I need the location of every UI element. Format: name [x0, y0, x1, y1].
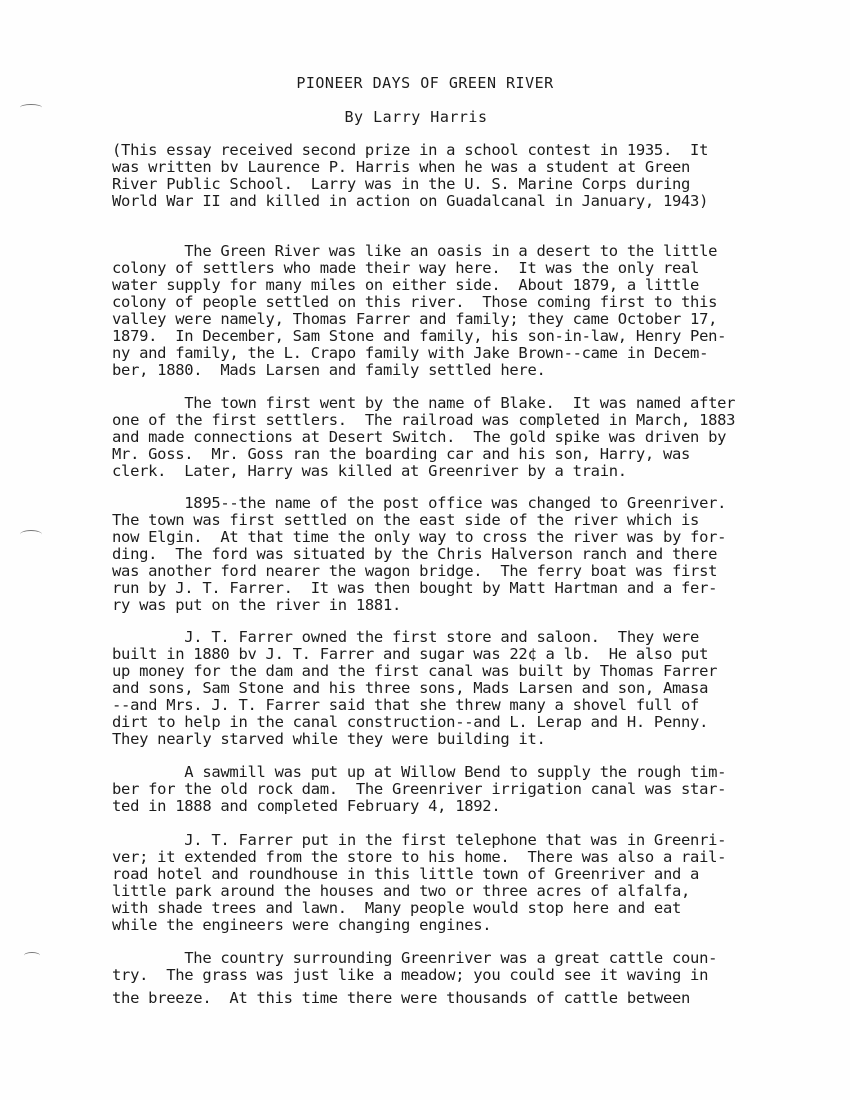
- paragraph-line: run by J. T. Farrer. It was then bought by Matt Hartman and a fer-: [112, 579, 718, 597]
- paragraph-line: Mr. Goss. Mr. Goss ran the boarding car and his son, Harry, was: [112, 445, 691, 463]
- paragraph-line: built in 1880 bv J. T. Farrer and sugar was 22¢ a lb. He also put: [112, 645, 709, 663]
- paragraph-line: while the engineers were changing engines.: [112, 916, 492, 934]
- paragraph-line: The town first went by the name of Blake. It was named after: [112, 394, 736, 412]
- margin-speck: [20, 530, 42, 539]
- editor-note: [112, 142, 812, 210]
- paragraph-7: [112, 950, 812, 1007]
- paragraph-5: [112, 764, 812, 815]
- margin-speck: [24, 952, 40, 959]
- paragraph-line: colony of settlers who made their way here. It was the only real: [112, 259, 700, 277]
- paragraph-line: They nearly starved while they were building it.: [112, 730, 546, 748]
- paragraph-line: ber for the old rock dam. The Greenriver irrigation canal was star-: [112, 780, 727, 798]
- paragraph-line: --and Mrs. J. T. Farrer said that she threw many a shovel full of: [112, 696, 700, 714]
- paragraph-line: little park around the houses and two or three acres of alfalfa,: [112, 882, 691, 900]
- paragraph-line: now Elgin. At that time the only way to cross the river was by for-: [112, 528, 727, 546]
- document-byline: By Larry Harris: [344, 108, 488, 126]
- paragraph-6: [112, 832, 812, 934]
- note-line: (This essay received second prize in a school contest in 1935. It: [112, 141, 709, 159]
- paragraph-line: The country surrounding Greenriver was a great cattle coun-: [112, 949, 718, 967]
- paragraph-line: ding. The ford was situated by the Chris Halverson ranch and there: [112, 545, 718, 563]
- paragraph-line: one of the first settlers. The railroad was completed in March, 1883: [112, 411, 736, 429]
- paragraph-2: [112, 395, 812, 480]
- paragraph-line: ber, 1880. Mads Larsen and family settled here.: [112, 361, 546, 379]
- paragraph-line: and sons, Sam Stone and his three sons, Mads Larsen and son, Amasa: [112, 679, 709, 697]
- paragraph-line: the breeze. At this time there were thousands of cattle between: [112, 989, 691, 1007]
- paragraph-line: valley were namely, Thomas Farrer and family; they came October 17,: [112, 310, 718, 328]
- paragraph-line: colony of people settled on this river. Those coming first to this: [112, 293, 718, 311]
- paragraph-line: up money for the dam and the first canal was built by Thomas Farrer: [112, 662, 718, 680]
- paragraph-line: dirt to help in the canal construction--and L. Lerap and H. Penny.: [112, 713, 709, 731]
- paragraph-line: J. T. Farrer owned the first store and saloon. They were: [112, 628, 700, 646]
- paragraph-line: ted in 1888 and completed February 4, 1892.: [112, 797, 501, 815]
- paragraph-line: try. The grass was just like a meadow; you could see it waving in: [112, 966, 709, 984]
- paragraph-1: [112, 243, 812, 379]
- paragraph-line: road hotel and roundhouse in this little town of Greenriver and a: [112, 865, 700, 883]
- note-line: River Public School. Larry was in the U. S. Marine Corps during: [112, 175, 691, 193]
- paragraph-line: The Green River was like an oasis in a desert to the little: [112, 242, 718, 260]
- paragraph-line: 1895--the name of the post office was changed to Greenriver.: [112, 494, 727, 512]
- paragraph-line: clerk. Later, Harry was killed at Greenriver by a train.: [112, 462, 627, 480]
- paragraph-3: [112, 495, 812, 614]
- document-title: PIONEER DAYS OF GREEN RIVER: [296, 74, 554, 92]
- paragraph-line: The town was first settled on the east side of the river which is: [112, 511, 700, 529]
- paragraph-line: water supply for many miles on either side. About 1879, a little: [112, 276, 700, 294]
- paragraph-line: ver; it extended from the store to his home. There was also a rail-: [112, 848, 727, 866]
- paragraph-line: with shade trees and lawn. Many people would stop here and eat: [112, 899, 682, 917]
- paragraph-line: ny and family, the L. Crapo family with Jake Brown--came in Decem-: [112, 344, 709, 362]
- paragraph-line: J. T. Farrer put in the first telephone that was in Greenri-: [112, 831, 727, 849]
- paragraph-line: and made connections at Desert Switch. The gold spike was driven by: [112, 428, 727, 446]
- paragraph-4: [112, 629, 812, 748]
- paragraph-line: was another ford nearer the wagon bridge. The ferry boat was first: [112, 562, 718, 580]
- note-line: World War II and killed in action on Guadalcanal in January, 1943): [112, 192, 709, 210]
- paragraph-line: ry was put on the river in 1881.: [112, 596, 402, 614]
- paragraph-line: 1879. In December, Sam Stone and family, his son-in-law, Henry Pen-: [112, 327, 727, 345]
- paragraph-line: A sawmill was put up at Willow Bend to supply the rough tim-: [112, 763, 727, 781]
- note-line: was written bv Laurence P. Harris when he was a student at Green: [112, 158, 691, 176]
